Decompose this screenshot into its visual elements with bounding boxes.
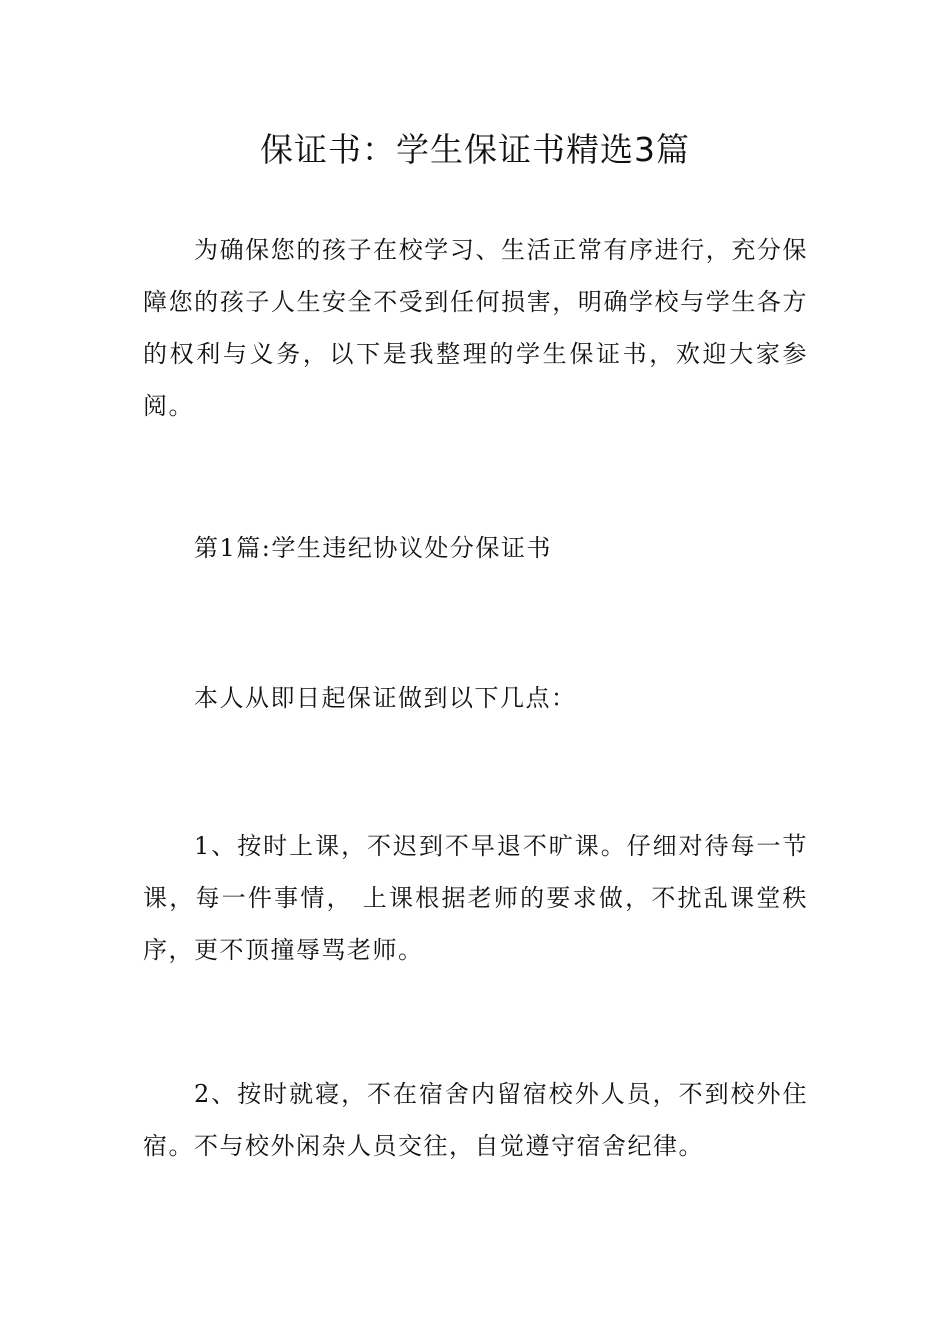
document-title: 保证书：学生保证书精选3篇 (260, 130, 690, 169)
lead-paragraph: 本人从即日起保证做到以下几点： (194, 684, 577, 712)
list-item: 1、按时上课，不迟到不早退不旷课。仔细对待每一节课，每一件事情， 上课根据老师的要求做，不扰乱课堂秩序，更不顶撞辱骂老师。 (143, 832, 808, 964)
intro-paragraph: 为确保您的孩子在校学习、生活正常有序进行，充分保障您的孩子人生安全不受到任何损害，明确学校与学生各方的权利与义务，以下是我整理的学生保证书，欢迎大家参阅。 (143, 236, 808, 420)
section-heading: 第1篇:学生违纪协议处分保证书 (194, 534, 552, 562)
list-item: 2、按时就寝，不在宿舍内留宿校外人员，不到校外住宿。不与校外闲杂人员交往，自觉遵守宿舍纪律。 (143, 1080, 808, 1160)
